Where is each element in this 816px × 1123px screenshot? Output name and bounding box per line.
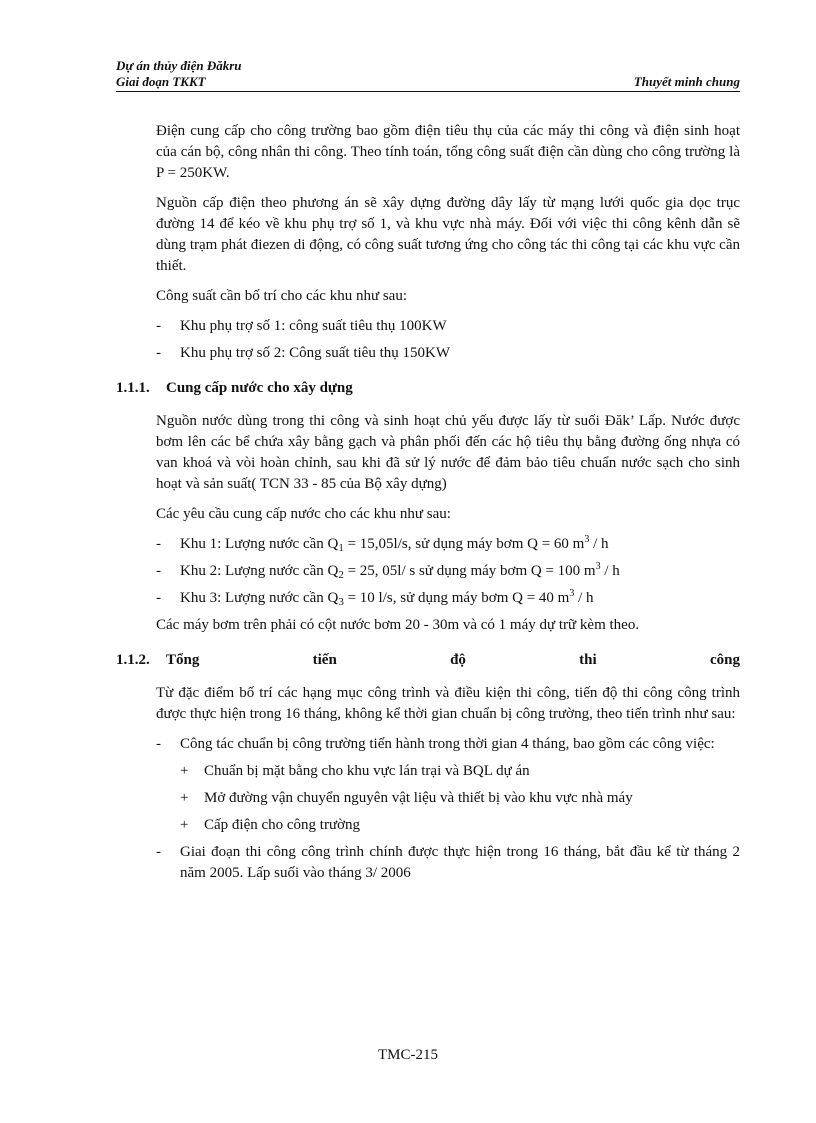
section-title: Cung cấp nước cho xây dựng — [166, 380, 353, 396]
header-rule — [116, 91, 740, 92]
section-heading-1-1-2 — [116, 650, 740, 671]
dash-bullet: - — [156, 844, 161, 860]
plus-bullet: + — [180, 763, 189, 779]
power-paragraph-3: Công suất cần bố trí cho các khu như sau: — [156, 288, 407, 304]
list-item: - Khu 1: Lượng nước cần $Q_1 = 15,05l/s$, sử dụng máy bơm Q = 60 $m^3$ / h — [156, 534, 609, 554]
dash-bullet: - — [156, 563, 161, 579]
list-item: - Giai đoạn thi công công trình chính được thực hiện trong 16 tháng, bắt đầu kể từ tháng 2 năm 2005. Lấp suối vào tháng 3/ 2006 — [156, 842, 740, 884]
power-paragraph-2: Nguồn cấp điện theo phương án sẽ xây dựng đường dây lấy từ mạng lưới quốc gia dọc trục đường 14 để kéo về khu phụ trợ số 1, và khu vực nhà máy. Đối với việc thi công kênh dẫn sẽ dùng trạm phát điezen di động, có công suất tương ứng cho công tác thi công tại các khu vực cần thiết. — [156, 195, 740, 274]
section-title: Tổng tiến độ thi công — [166, 652, 740, 668]
section-number: 1.1.1. — [116, 380, 150, 396]
sub-list-item: + Cấp điện cho công trường — [180, 815, 740, 836]
sub-list-item: + Mở đường vận chuyển nguyên vật liệu và thiết bị vào khu vực nhà máy — [180, 788, 740, 809]
sub-list-item: + Chuẩn bị mặt bằng cho khu vực lán trại và BQL dự án — [180, 761, 740, 782]
document-body — [116, 121, 740, 890]
water-paragraph-1: Nguồn nước dùng trong thi công và sinh hoạt chủ yếu được lấy từ suối Đăk’ Lấp. Nước được bơm lên các bể chứa xây bằng gạch và phân phối đến các hộ tiêu thụ bằng đường ống nhựa có van khoá và vòi hoàn chỉnh, sau khi đã sử lý nước để đảm bảo tiêu chuẩn nước sạch cho sinh hoạt và sản suất( TCN 33 - 85 của Bộ xây dựng) — [156, 413, 740, 492]
header-project: Dự án thủy điện Đăkru — [116, 58, 242, 73]
list-item: - Khu phụ trợ số 1: công suất tiêu thụ 100KW — [156, 316, 740, 337]
header-phase: Giai đoạn TKKT — [116, 74, 206, 89]
section-number: 1.1.2. — [116, 652, 150, 668]
plus-bullet: + — [180, 817, 189, 833]
page-header — [116, 58, 740, 90]
list-item: - Khu 2: Lượng nước cần $Q_2 = 25$, 05l/ s sử dụng máy bơm Q = 100 $m^3$ / h — [156, 561, 620, 581]
list-item: - Công tác chuẩn bị công trường tiến hành trong thời gian 4 tháng, bao gồm các công việc: — [156, 734, 740, 755]
schedule-paragraph-1: Từ đặc điểm bố trí các hạng mục công trình và điều kiện thi công, tiến độ thi công công trình được thực hiện trong 16 tháng, không kể thời gian chuẩn bị công trường, theo tiến trình như sau: — [156, 685, 740, 722]
section-heading-1-1-1 — [116, 378, 740, 399]
list-item: - Khu 3: Lượng nước cần $Q_3 = 10$ l/s, sử dụng máy bơm Q = 40 $m^3$ / h — [156, 588, 594, 608]
dash-bullet: - — [156, 736, 161, 752]
plus-bullet: + — [180, 790, 189, 806]
page-number: TMC-215 — [378, 1047, 438, 1063]
dash-bullet: - — [156, 536, 161, 552]
power-paragraph-1: Điện cung cấp cho công trường bao gồm điện tiêu thụ của các máy thi công và điện sinh hoạt của cán bộ, công nhân thi công. Theo tính toán, tổng công suất điện cần dùng cho công trường là P = 250KW. — [156, 123, 740, 181]
header-section: Thuyết minh chung — [633, 74, 740, 89]
dash-bullet: - — [156, 345, 161, 361]
list-item: - Khu phụ trợ số 2: Công suất tiêu thụ 150KW — [156, 343, 740, 364]
dash-bullet: - — [156, 318, 161, 334]
water-paragraph-2: Các yêu cầu cung cấp nước cho các khu như sau: — [156, 506, 451, 522]
water-paragraph-3: Các máy bơm trên phải có cột nước bơm 20 - 30m và có 1 máy dự trữ kèm theo. — [156, 617, 640, 633]
dash-bullet: - — [156, 590, 161, 606]
